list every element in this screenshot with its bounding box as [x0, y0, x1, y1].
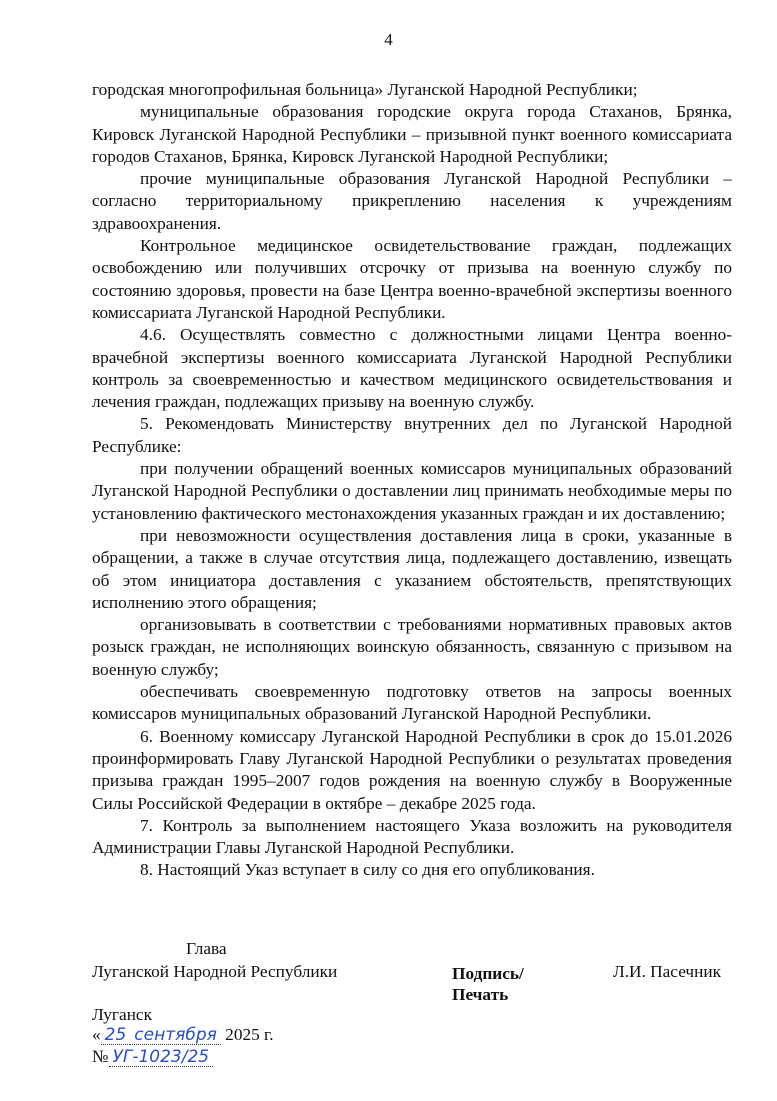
paragraph: при получении обращений военных комиссаров муниципальных образований Луганской Народной Республики о доставлении лиц принимать необходимые меры по установлению фактического местонахождения указанных граждан и их доставлению;: [92, 459, 732, 523]
paragraph: муниципальные образования городские округа города Стаханов, Брянка, Кировск Луганской Народной Республики – призывной пункт военного комиссариата городов Стаханов, Брянка, Кировск Луганской Народной Республики;: [92, 102, 732, 166]
date-month-handwritten: сентября: [130, 1026, 221, 1045]
paragraph: городская многопрофильная больница» Луганской Народной Республики;: [92, 80, 638, 99]
page-number: 4: [384, 30, 393, 49]
paragraph: обеспечивать своевременную подготовку ответов на запросы военных комиссаров муниципальных образований Луганской Народной Республики.: [92, 682, 732, 724]
date-day-handwritten: 25: [101, 1026, 131, 1045]
document-number: [92, 1046, 213, 1068]
date-year: 2025 г.: [225, 1025, 274, 1044]
signature-placeholder-line: Подпись/: [452, 964, 524, 983]
number-prefix: №: [92, 1047, 109, 1066]
paragraph: 8. Настоящий Указ вступает в силу со дня его опубликования.: [140, 860, 595, 880]
signatory-organization: Луганской Народной Республики: [92, 962, 338, 981]
paragraph: 7. Контроль за выполнением настоящего Указа возложить на руководителя Администрации Главы Луганской Народной Республики.: [92, 815, 732, 858]
signature-placeholder-line: Печать: [452, 985, 509, 1004]
document-body: [92, 79, 732, 882]
paragraph: 5. Рекомендовать Министерству внутренних дел по Луганской Народной Республике:: [92, 414, 732, 456]
paragraph: прочие муниципальные образования Луганской Народной Республики – согласно территориальному прикреплению населения к учреждениям здравоохранения.: [92, 169, 732, 233]
date-open-quote: «: [92, 1025, 101, 1044]
paragraph: Контрольное медицинское освидетельствование граждан, подлежащих освобождению или получивших отсрочку от призыва на военную службу по состоянию здоровья, провести на базе Центра военно-врачебной экспертизы военного комиссариата Луганской Народной Республики.: [92, 236, 732, 322]
paragraph: при невозможности осуществления доставления лица в сроки, указанные в обращении, а также в случае отсутствия лица, подлежащего доставлению, извещать об этом инициатора доставления с указанием обстоятельств, препятствующих исполнению этого обращения;: [92, 525, 732, 612]
number-handwritten: УГ-1023/25: [109, 1048, 214, 1067]
paragraph: организовывать в соответствии с требованиями нормативных правовых актов розыск граждан, не исполняющих воинскую обязанность, связанную с призывом на военную службу;: [92, 615, 732, 679]
signatory-title: Глава: [186, 939, 227, 958]
city: Луганск: [92, 1005, 153, 1024]
paragraph: 6. Военному комиссару Луганской Народной Республики в срок до 15.01.2026 проинформировать Главу Луганской Народной Республики о результатах проведения призыва граждан 1995–2007 годов рождения на военную службу в Вооруженные Силы Российской Федерации в октябре – декабре 2025 года.: [92, 726, 732, 813]
paragraph: 4.6. Осуществлять совместно с должностными лицами Центра военно-врачебной экспертизы военного комиссариата Луганской Народной Республики контроль за своевременностью и качеством медицинского освидетельствования и лечения граждан, подлежащих призыву на военную службу.: [92, 325, 732, 412]
document-date: [92, 1024, 274, 1046]
signature-placeholder: [452, 963, 524, 1005]
signatory-name: Л.И. Пасечник: [613, 962, 722, 981]
